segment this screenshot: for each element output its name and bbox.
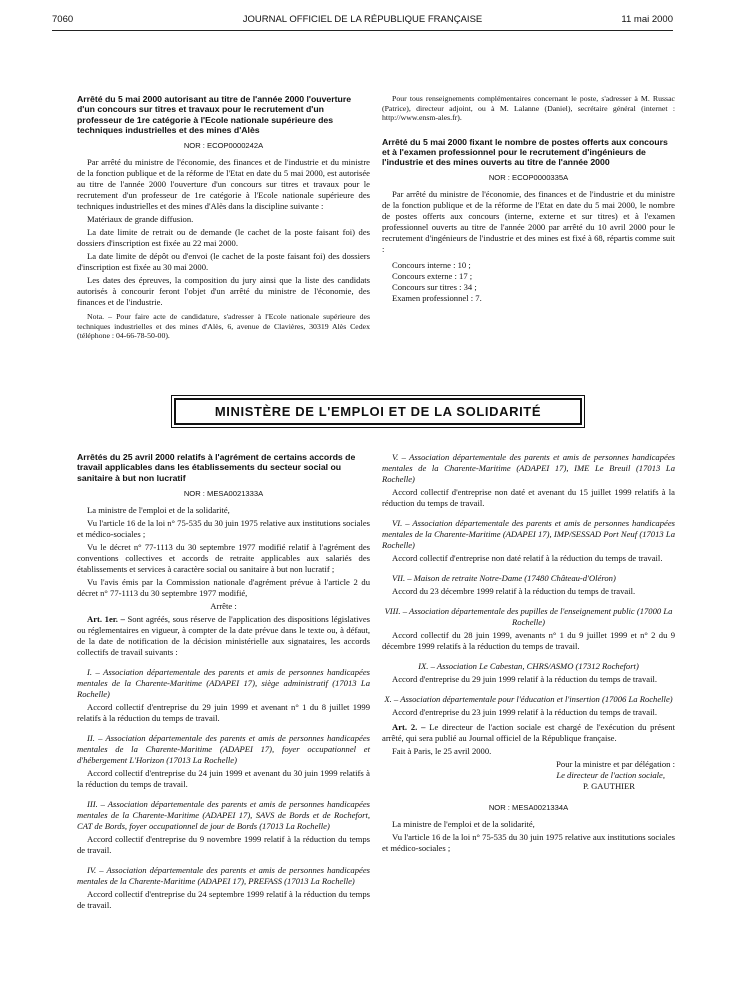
nor-reference: NOR : MESA0021334A	[488, 803, 569, 812]
item-body: Accord collectif du 28 juin 1999, avenants n° 1 du 9 juillet 1999 et n° 2 du 9 décembre 1999 relatifs à la réduction du temps de travail.	[382, 630, 675, 651]
list-item	[382, 452, 675, 509]
item-heading: II. – Association départementale des parents et amis de personnes handicapées mentales de la Charente-Maritime (ADAPEI 17), foyer occupationnel et d'hébergement L'Horizon (17013 La Rochelle)	[77, 732, 370, 765]
item-heading: V. – Association départementale des parents et amis de personnes handicapées mentales de la Charente-Maritime (ADAPEI 17), IME Le Breuil (17013 La Rochelle)	[382, 452, 675, 484]
list-item: Concours externe : 17 ;	[392, 271, 473, 282]
article-2	[382, 722, 675, 744]
item-body: Accord collectif d'entreprise du 24 septembre 1999 relatif à la réduction du temps de travail.	[77, 888, 370, 910]
nor-reference: NOR : MESA0021333A	[183, 488, 264, 498]
list-item: Concours sur titres : 34 ;	[392, 282, 477, 293]
item-heading: VIII. – Association départementale des pupilles de l'enseignement public (17000 La Rochelle)	[384, 606, 673, 627]
article-text: Sont agréés, sous réserve de l'application des dispositions législatives ou réglementaires en vigueur, à compter de la date prévue dans le texte ou, à défaut, de la date de notification de la décision ministérielle aux signataires, les accords collectifs de travail suivants :	[77, 613, 370, 657]
page-header	[52, 14, 673, 28]
list-item	[382, 518, 675, 564]
signature-title: Le directeur de l'action sociale,	[556, 770, 665, 780]
item-body: Accord collectif d'entreprise non daté et avenant du 15 juillet 1999 relatifs à la réduction du temps de travail.	[382, 487, 675, 508]
item-heading: IX. – Association Le Cabestan, CHRS/ASMO (17312 Rochefort)	[418, 661, 639, 671]
paragraph: Vu l'avis émis par la Commission nationale d'agrément prévue à l'article 2 du décret n° 77-1113 du 30 septembre 1977 modifié,	[77, 576, 370, 598]
ministry-banner: MINISTÈRE DE L'EMPLOI ET DE LA SOLIDARITÉ	[174, 398, 582, 425]
paragraph: Matériaux de grande diffusion.	[87, 214, 194, 225]
paragraph: La ministre de l'emploi et de la solidarité,	[392, 819, 535, 829]
decree-title: Arrêté du 5 mai 2000 fixant le nombre de postes offerts aux concours et à l'examen professionnel pour le recrutement d'ingénieurs de l'industrie et des mines ouverts au titre de l'année 2000	[382, 136, 668, 168]
paragraph: Par arrêté du ministre de l'économie, des finances et de l'industrie et du ministre de la fonction publique et de la réforme de l'Etat en date du 5 mai 2000, est autorisée au titre de l'année 2000 l'ouverture d'un concours sur titres et travaux pour le recrutement d'un professeur de 1re catégorie à l'Ecole nationale supérieure des techniques industrielles et des mines d'Alès dans la discipline suivante :	[77, 157, 370, 212]
nota: Nota. – Pour faire acte de candidature, s'adresser à l'Ecole nationale supérieure des techniques industrielles et des mines d'Alès, 6, avenue de Clavières, 30319 Alès Cedex (téléphone : 04-66-78-50-00).	[77, 312, 370, 341]
list-item	[77, 733, 370, 790]
decree-concours-ales	[77, 94, 370, 343]
item-heading: X. – Association départementale pour l'éducation et l'insertion (17006 La Rochelle)	[384, 694, 673, 704]
item-body: Accord d'entreprise du 29 juin 1999 relatif à la réduction du temps de travail.	[392, 674, 658, 684]
article-1	[77, 614, 370, 658]
item-body: Accord du 23 décembre 1999 relatif à la réduction du temps de travail.	[392, 586, 636, 596]
list-item	[382, 661, 675, 685]
item-body: Accord d'entreprise du 23 juin 1999 relatif à la réduction du temps de travail.	[392, 707, 658, 717]
paragraph: Vu le décret n° 77-1113 du 30 septembre 1977 modifié relatif à l'agrément des conventions collectives et accords de retraite applicables aux salariés des établissements et services à caractère social ou sanitaire à but non lucratif ;	[77, 541, 370, 574]
issue-date: 11 mai 2000	[621, 14, 673, 25]
item-heading: I. – Association départementale des parents et amis de personnes handicapées mentales de la Charente-Maritime (ADAPEI 17), siège administratif (17013 La Rochelle)	[77, 666, 370, 699]
item-body: Accord collectif d'entreprise du 24 juin 1999 et avenant du 30 juin 1999 relatifs à la réduction du temps de travail.	[77, 767, 370, 789]
paragraph: Les dates des épreuves, la composition du jury ainsi que la liste des candidats autorisés à concourir feront l'objet d'un arrêté du ministre de l'économie, des finances et de l'industrie.	[77, 275, 370, 308]
list-item	[77, 667, 370, 724]
item-body: Accord collectif d'entreprise du 9 novembre 1999 relatif à la réduction du temps de travail.	[77, 833, 370, 855]
decree-title: Arrêté du 5 mai 2000 autorisant au titre de l'année 2000 l'ouverture d'un concours sur titres et travaux pour le recrutement d'un professeur de 1re catégorie à l'Ecole nationale supérieure des techniques industrielles et des mines d'Alès	[77, 94, 352, 135]
article-label: Art. 2. –	[392, 722, 426, 732]
item-heading: IV. – Association départementale des parents et amis de personnes handicapées mentales de la Charente-Maritime (ADAPEI 17), PREFASS (17013 La Rochelle)	[77, 864, 370, 886]
list-item: Examen professionnel : 7.	[392, 293, 482, 304]
list-item	[382, 573, 675, 597]
header-rule	[52, 30, 673, 31]
item-body: Accord collectif d'entreprise du 29 juin 1999 et avenant n° 1 du 8 juillet 1999 relatifs à la réduction du temps de travail.	[77, 701, 370, 723]
signature-name: P. GAUTHIER	[582, 781, 635, 791]
nor-reference: NOR : ECOP0000335A	[488, 173, 569, 183]
list-item	[382, 606, 675, 652]
contact-info: Pour tous renseignements complémentaires concernant le poste, s'adresser à M. Russac (Patrice), directeur adjoint, ou à M. Lalanne (Daniel), secrétaire général (internet : http://www.ensm-ales.fr).	[382, 94, 675, 122]
item-heading: VI. – Association départementale des parents et amis de personnes handicapées mentales de la Charente-Maritime (ADAPEI 17), IMP/SESSAD Port Neuf (17013 La Rochelle)	[382, 518, 675, 550]
list-item: Concours interne : 10 ;	[392, 260, 471, 271]
item-heading: VII. – Maison de retraite Notre-Dame (17480 Château-d'Oléron)	[392, 573, 616, 583]
item-body: Accord collectif d'entreprise non daté relatif à la réduction du temps de travail.	[392, 553, 663, 563]
article-label: Art. 1er. –	[87, 613, 125, 624]
decree-title: Arrêtés du 25 avril 2000 relatifs à l'agrément de certains accords de travail applicables dans les établissements du secteur social ou sanitaire à but non lucratif	[77, 452, 356, 483]
paragraph: La date limite de dépôt ou d'envoi (le cachet de la poste faisant foi) des dossiers d'inscription est fixée au 30 mai 2000.	[77, 251, 370, 273]
list-item	[382, 694, 675, 718]
decree-agrement	[77, 452, 370, 913]
signature-delegation: Pour la ministre et par délégation :	[556, 759, 675, 769]
paragraph: La date limite de retrait ou de demande (le cachet de la poste faisant foi) des dossiers d'inscription est fixée au 22 mai 2000.	[77, 227, 370, 249]
paragraph: Vu l'article 16 de la loi n° 75-535 du 30 juin 1975 relative aux institutions sociales et médico-sociales ;	[77, 517, 370, 539]
paragraph: Par arrêté du ministre de l'économie, des finances et de l'industrie et du ministre de la fonction publique et de la réforme de l'Etat en date du 5 mai 2000, le nombre de postes offerts aux concours (interne, externe et sur titres) et à l'examen professionnel ouverts au titre de l'année 2000 par arrêté du 10 avril 2000 pour le recrutement d'ingénieurs de l'industrie et des mines est fixé à 68, répartis comme suit :	[382, 189, 675, 255]
page-number: 7060	[52, 14, 74, 25]
item-heading: III. – Association départementale des parents et amis de personnes handicapées mentales de la Charente-Maritime (ADAPEI 17), SAVS de Bords et de Rochefort, CAT de Bords, foyer occupationnel de jour de Bords (17013 La Rochelle)	[77, 798, 370, 831]
done-at: Fait à Paris, le 25 avril 2000.	[392, 746, 492, 756]
arrete-label: Arrête :	[210, 600, 237, 611]
postes-list	[382, 260, 675, 304]
paragraph: Vu l'article 16 de la loi n° 75-535 du 30 juin 1975 relative aux institutions sociales et médico-sociales ;	[382, 832, 675, 853]
nor-reference: NOR : ECOP0000242A	[183, 141, 264, 151]
article-text: Le directeur de l'action sociale est chargé de l'exécution du présent arrêté, qui sera publié au Journal officiel de la République française.	[382, 722, 675, 743]
journal-title: JOURNAL OFFICIEL DE LA RÉPUBLIQUE FRANÇAISE	[242, 14, 483, 25]
decree-agrement-continued	[382, 452, 675, 856]
list-item	[77, 799, 370, 856]
paragraph: La ministre de l'emploi et de la solidarité,	[87, 504, 230, 515]
decree-postes-ingenieurs	[382, 94, 675, 304]
list-item	[77, 865, 370, 911]
